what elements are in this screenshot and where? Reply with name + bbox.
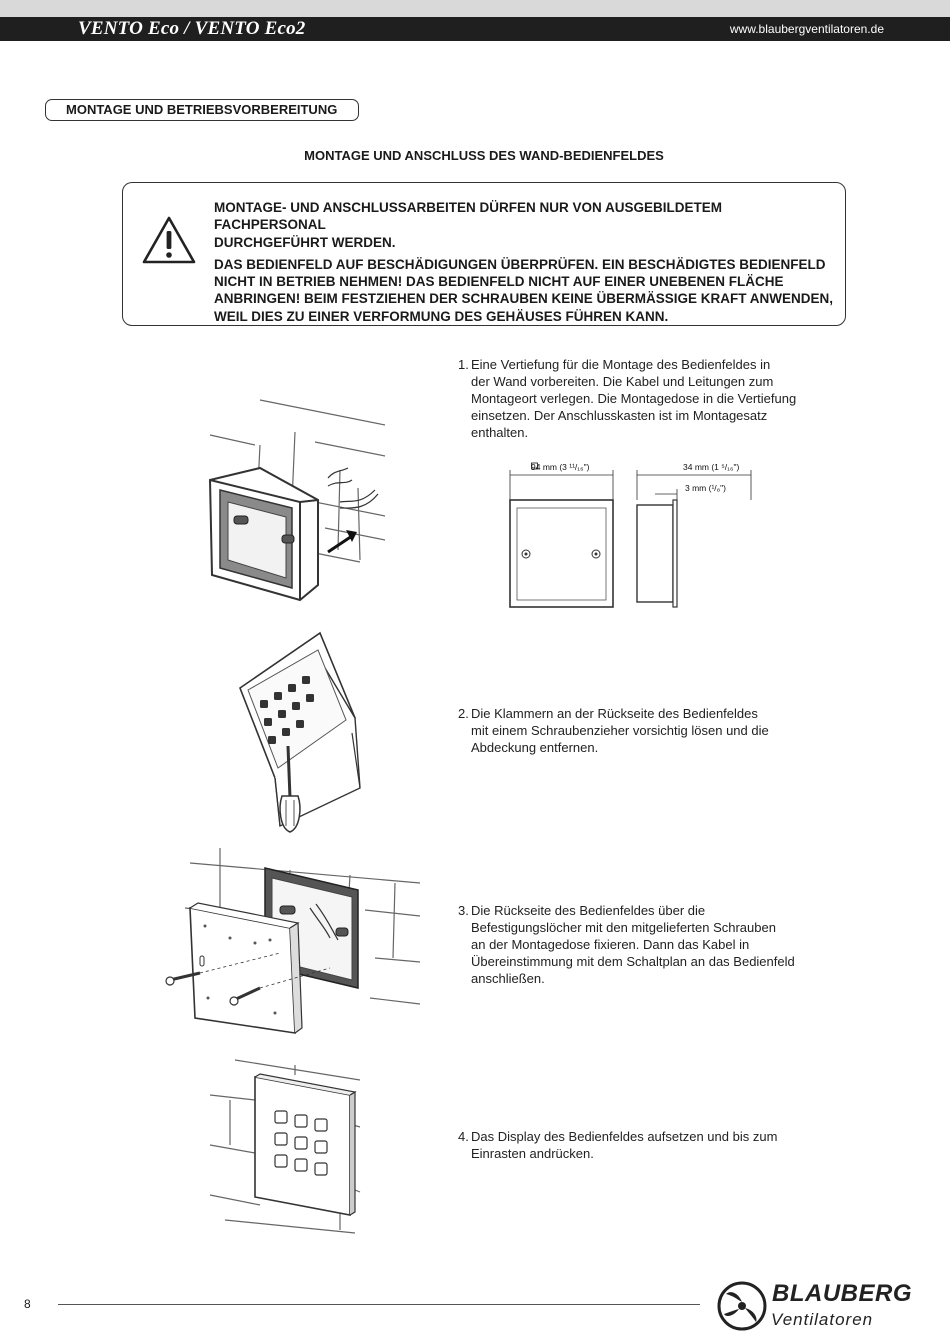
step-line: Übereinstimmung mit dem Schaltplan an das Bedienfeld — [471, 954, 795, 969]
illustration-wall-box — [200, 390, 400, 610]
step-4-text — [458, 1128, 777, 1162]
step-number: 4. — [458, 1129, 469, 1144]
warning-paragraph-1 — [214, 199, 834, 251]
website-url: www.blaubergventilatoren.de — [729, 22, 884, 36]
step-2-text — [458, 705, 769, 756]
step-line: Montageort verlegen. Die Montagedose in die Vertiefung — [471, 391, 797, 406]
illustration-panel-screwdriver — [220, 628, 390, 833]
step-number: 2. — [458, 706, 469, 721]
dimension-width: 94 mm (3 ¹¹/₁₆") — [531, 462, 590, 472]
warning-text — [214, 199, 834, 330]
blauberg-fan-logo-icon — [716, 1280, 768, 1332]
warning-line: ANBRINGEN! BEIM FESTZIEHEN DER SCHRAUBEN KEINE ÜBERMÄSSIGE KRAFT ANWENDEN, — [214, 291, 834, 307]
top-strip — [0, 0, 950, 17]
step-number: 1. — [458, 357, 469, 372]
page-number: 8 — [24, 1297, 31, 1311]
step-line: Abdeckung entfernen. — [471, 740, 599, 755]
step-line: einsetzen. Der Anschlusskasten ist im Montagesatz — [471, 408, 768, 423]
illustration-panel-mounted — [205, 1055, 365, 1235]
step-line: enthalten. — [471, 425, 529, 440]
document-title: VENTO Eco / VENTO Eco2 — [78, 18, 306, 39]
step-3-text — [458, 902, 795, 987]
step-line: an der Montagedose fixieren. Dann das Kabel in — [471, 937, 750, 952]
step-number: 3. — [458, 903, 469, 918]
warning-line: DAS BEDIENFELD AUF BESCHÄDIGUNGEN ÜBERPRÜFEN. EIN BESCHÄDIGTES BEDIENFELD — [214, 256, 826, 272]
step-1-text — [458, 356, 796, 441]
brand-name: BLAUBERG — [772, 1280, 912, 1307]
warning-line: DURCHGEFÜHRT WERDEN. — [214, 234, 396, 250]
brand-subtitle: Ventilatoren — [771, 1310, 874, 1329]
dimension-flange: 3 mm (¹/₈") — [685, 483, 727, 493]
section-title: MONTAGE UND BETRIEBSVORBEREITUNG — [45, 99, 359, 121]
illustration-panel-fastening — [160, 848, 430, 1043]
step-line: der Wand vorbereiten. Die Kabel und Leitungen zum — [471, 374, 774, 389]
step-line: Befestigungslöcher mit den mitgelieferten Schrauben — [471, 920, 776, 935]
warning-line: MONTAGE- UND ANSCHLUSSARBEITEN DÜRFEN NUR VON AUSGEBILDETEM FACHPERSONAL — [214, 200, 723, 233]
footer-divider — [58, 1304, 700, 1305]
step-line: Einrasten andrücken. — [471, 1146, 594, 1161]
dimension-depth: 34 mm (1 ⁵/₁₆") — [683, 462, 740, 472]
warning-triangle-icon — [141, 215, 197, 265]
step-line: Die Klammern an der Rückseite des Bedienfeldes — [471, 706, 758, 721]
step-line: Das Display des Bedienfeldes aufsetzen und bis zum — [471, 1129, 778, 1144]
dimension-drawing — [495, 455, 785, 615]
step-line: anschließen. — [471, 971, 545, 986]
page-header — [0, 17, 950, 41]
warning-line: WEIL DIES ZU EINER VERFORMUNG DES GEHÄUSES FÜHREN KANN. — [214, 308, 669, 324]
step-line: Eine Vertiefung für die Montage des Bedienfeldes in — [471, 357, 771, 372]
warning-line: NICHT IN BETRIEB NEHMEN! DAS BEDIENFELD NICHT AUF EINER UNEBENEN FLÄCHE — [214, 274, 784, 290]
subtitle: MONTAGE UND ANSCHLUSS DES WAND-BEDIENFELDES — [304, 148, 664, 163]
warning-box — [122, 182, 846, 326]
warning-paragraph-2 — [214, 256, 834, 325]
step-line: Die Rückseite des Bedienfeldes über die — [471, 903, 706, 918]
step-line: mit einem Schraubenzieher vorsichtig lösen und die — [471, 723, 769, 738]
